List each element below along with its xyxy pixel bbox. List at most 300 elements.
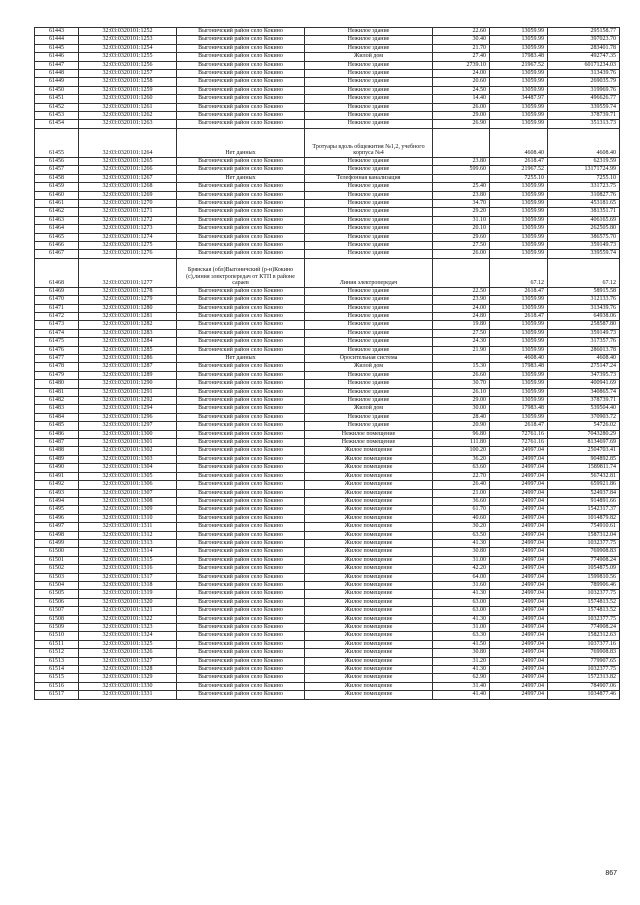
address-cell: Выгоничский район село Кокино	[177, 120, 305, 128]
cadastral-number-cell: 32:03:0320101:1264	[79, 128, 177, 157]
row-number-cell: 61462	[35, 208, 79, 216]
cadastral-value-cell: 262505.80	[548, 225, 620, 233]
cadastral-number-cell: 32:03:0320101:1308	[79, 497, 177, 505]
table-row	[35, 523, 620, 531]
table-row	[35, 565, 620, 573]
cadastral-number-cell: 32:03:0320101:1303	[79, 455, 177, 463]
row-number-cell: 61452	[35, 103, 79, 111]
table-row	[35, 615, 620, 623]
object-type-cell: Жилое помещение	[305, 657, 433, 665]
address-cell: Выгоничский район село Кокино	[177, 103, 305, 111]
cadastral-number-cell: 32:03:0320101:1324	[79, 632, 177, 640]
unit-value-cell: 24997.04	[490, 573, 548, 581]
cadastral-value-cell: 331723.75	[548, 183, 620, 191]
row-number-cell: 61515	[35, 674, 79, 682]
cadastral-value-cell: 774908.24	[548, 556, 620, 564]
cadastral-value-cell: 64938.06	[548, 312, 620, 320]
cadastral-value-cell: 492747.35	[548, 53, 620, 61]
cadastral-value-cell: 1032377.75	[548, 666, 620, 674]
cadastral-value-cell: 1599810.56	[548, 573, 620, 581]
table-row	[35, 691, 620, 699]
object-type-cell: Нежилое здание	[305, 233, 433, 241]
cadastral-number-cell: 32:03:0320101:1331	[79, 691, 177, 699]
address-cell: Выгоничский район село Кокино	[177, 464, 305, 472]
unit-value-cell: 24997.04	[490, 624, 548, 632]
area-cell: 27.40	[433, 53, 490, 61]
cadastral-value-cell: 1032377.75	[548, 615, 620, 623]
table-row	[35, 472, 620, 480]
cadastral-number-cell: 32:03:0320101:1255	[79, 53, 177, 61]
row-number-cell: 61446	[35, 53, 79, 61]
area-cell: 63.60	[433, 464, 490, 472]
object-type-cell: Жилое помещение	[305, 573, 433, 581]
table-row	[35, 506, 620, 514]
address-cell: Выгоничский район село Кокино	[177, 216, 305, 224]
unit-value-cell: 24997.04	[490, 581, 548, 589]
address-cell: Выгоничский район село Кокино	[177, 157, 305, 165]
table-row	[35, 464, 620, 472]
unit-value-cell: 13059.99	[490, 112, 548, 120]
object-type-cell: Нежилое здание	[305, 329, 433, 337]
table-row	[35, 666, 620, 674]
area-cell: 63.00	[433, 607, 490, 615]
area-cell: 41.30	[433, 539, 490, 547]
object-type-cell: Нежилое здание	[305, 70, 433, 78]
cadastral-value-cell: 54726.02	[548, 422, 620, 430]
address-cell: Выгоничский район село Кокино	[177, 590, 305, 598]
area-cell: 24.50	[433, 86, 490, 94]
object-type-cell: Нежилое помещение	[305, 430, 433, 438]
address-cell: Выгоничский район село Кокино	[177, 422, 305, 430]
cadastral-number-cell: 32:03:0320101:1306	[79, 481, 177, 489]
unit-value-cell: 13059.99	[490, 338, 548, 346]
table-row	[35, 312, 620, 320]
area-cell: 2739.10	[433, 61, 490, 69]
address-cell: Выгоничский район село Кокино	[177, 112, 305, 120]
row-number-cell: 61447	[35, 61, 79, 69]
table-row	[35, 321, 620, 329]
address-cell: Выгоничский район село Кокино	[177, 489, 305, 497]
cadastral-value-cell: 789906.46	[548, 581, 620, 589]
address-cell: Выгоничский район село Кокино	[177, 632, 305, 640]
object-type-cell: Нежилое здание	[305, 199, 433, 207]
table-row	[35, 208, 620, 216]
area-cell	[433, 258, 490, 287]
cadastral-number-cell: 32:03:0320101:1289	[79, 371, 177, 379]
object-type-cell: Нежилое здание	[305, 95, 433, 103]
table-row	[35, 338, 620, 346]
cadastral-number-cell: 32:03:0320101:1272	[79, 216, 177, 224]
unit-value-cell: 13059.99	[490, 296, 548, 304]
row-number-cell: 61454	[35, 120, 79, 128]
cadastral-value-cell: 286013.78	[548, 346, 620, 354]
cadastral-number-cell: 32:03:0320101:1263	[79, 120, 177, 128]
row-number-cell: 61510	[35, 632, 79, 640]
table-row	[35, 422, 620, 430]
object-type-cell: Нежилое здание	[305, 28, 433, 36]
cadastral-number-cell: 32:03:0320101:1314	[79, 548, 177, 556]
address-cell: Нет данных	[177, 174, 305, 182]
table-row	[35, 548, 620, 556]
address-cell: Выгоничский район село Кокино	[177, 287, 305, 295]
cadastral-number-cell: 32:03:0320101:1294	[79, 405, 177, 413]
object-type-cell: Нежилое здание	[305, 296, 433, 304]
table-row	[35, 53, 620, 61]
unit-value-cell: 2618.47	[490, 287, 548, 295]
cadastral-value-cell: 754910.61	[548, 523, 620, 531]
object-type-cell: Жилое помещение	[305, 464, 433, 472]
unit-value-cell: 13059.99	[490, 216, 548, 224]
address-cell: Выгоничский район село Кокино	[177, 241, 305, 249]
row-number-cell: 61477	[35, 355, 79, 363]
object-type-cell: Жилое помещение	[305, 615, 433, 623]
row-number-cell: 61451	[35, 95, 79, 103]
area-cell: 24.00	[433, 70, 490, 78]
object-type-cell: Нежилое здание	[305, 338, 433, 346]
area-cell: 61.70	[433, 506, 490, 514]
address-cell: Выгоничский район село Кокино	[177, 380, 305, 388]
unit-value-cell: 13059.99	[490, 397, 548, 405]
table-row	[35, 216, 620, 224]
object-type-cell: Нежилое здание	[305, 371, 433, 379]
object-type-cell: Нежилое здание	[305, 250, 433, 258]
cadastral-value-cell: 400941.69	[548, 380, 620, 388]
cadastral-value-cell: 310827.76	[548, 191, 620, 199]
table-row	[35, 624, 620, 632]
cadastral-number-cell: 32:03:0320101:1326	[79, 649, 177, 657]
address-cell: Выгоничский район село Кокино	[177, 53, 305, 61]
table-row	[35, 531, 620, 539]
object-type-cell: Жилой дом	[305, 363, 433, 371]
table-row	[35, 183, 620, 191]
cadastral-number-cell: 32:03:0320101:1307	[79, 489, 177, 497]
row-number-cell: 61490	[35, 464, 79, 472]
unit-value-cell: 24997.04	[490, 682, 548, 690]
area-cell: 100.20	[433, 447, 490, 455]
area-cell: 26.40	[433, 481, 490, 489]
table-row	[35, 166, 620, 174]
unit-value-cell: 13059.99	[490, 103, 548, 111]
address-cell: Выгоничский район село Кокино	[177, 296, 305, 304]
unit-value-cell: 24997.04	[490, 556, 548, 564]
cadastral-value-cell: 319969.76	[548, 86, 620, 94]
table-row	[35, 225, 620, 233]
address-cell: Выгоничский район село Кокино	[177, 615, 305, 623]
row-number-cell: 61450	[35, 86, 79, 94]
table-row	[35, 103, 620, 111]
table-row	[35, 329, 620, 337]
cadastral-value-cell: 339559.74	[548, 250, 620, 258]
row-number-cell: 61499	[35, 539, 79, 547]
cadastral-value-cell: 67.12	[548, 258, 620, 287]
row-number-cell: 61443	[35, 28, 79, 36]
address-cell: Выгоничский район село Кокино	[177, 95, 305, 103]
row-number-cell: 61483	[35, 405, 79, 413]
area-cell: 31.40	[433, 682, 490, 690]
area-cell: 22.70	[433, 472, 490, 480]
address-cell: Выгоничский район село Кокино	[177, 183, 305, 191]
table-row	[35, 86, 620, 94]
unit-value-cell: 4608.40	[490, 128, 548, 157]
object-type-cell: Жилое помещение	[305, 447, 433, 455]
table-row	[35, 405, 620, 413]
unit-value-cell: 24997.04	[490, 523, 548, 531]
table-row	[35, 430, 620, 438]
table-body	[35, 28, 620, 700]
object-type-cell: Жилое помещение	[305, 674, 433, 682]
table-row	[35, 556, 620, 564]
area-cell: 41.30	[433, 615, 490, 623]
table-row	[35, 539, 620, 547]
cadastral-number-cell: 32:03:0320101:1319	[79, 590, 177, 598]
cadastral-number-cell: 32:03:0320101:1287	[79, 363, 177, 371]
cadastral-number-cell: 32:03:0320101:1257	[79, 70, 177, 78]
row-number-cell: 61505	[35, 590, 79, 598]
area-cell: 29.00	[433, 397, 490, 405]
object-type-cell: Нежилое здание	[305, 86, 433, 94]
cadastral-value-cell: 1582312.63	[548, 632, 620, 640]
cadastral-value-cell: 7255.10	[548, 174, 620, 182]
address-cell: Выгоничский район село Кокино	[177, 70, 305, 78]
cadastral-number-cell: 32:03:0320101:1297	[79, 422, 177, 430]
object-type-cell: Жилое помещение	[305, 548, 433, 556]
unit-value-cell: 2618.47	[490, 157, 548, 165]
cadastral-value-cell: 378739.71	[548, 397, 620, 405]
cadastral-value-cell: 378739.71	[548, 112, 620, 120]
area-cell: 30.20	[433, 523, 490, 531]
row-number-cell: 61500	[35, 548, 79, 556]
object-type-cell: Жилое помещение	[305, 598, 433, 606]
object-type-cell: Нежилое здание	[305, 191, 433, 199]
cadastral-number-cell: 32:03:0320101:1252	[79, 28, 177, 36]
unit-value-cell: 17983.48	[490, 405, 548, 413]
table-row	[35, 363, 620, 371]
cadastral-number-cell: 32:03:0320101:1305	[79, 472, 177, 480]
area-cell: 31.00	[433, 556, 490, 564]
table-row	[35, 346, 620, 354]
cadastral-table	[34, 27, 620, 700]
address-cell: Выгоничский район село Кокино	[177, 250, 305, 258]
cadastral-value-cell: 1032377.75	[548, 590, 620, 598]
table-row	[35, 397, 620, 405]
object-type-cell: Жилое помещение	[305, 514, 433, 522]
row-number-cell: 61493	[35, 489, 79, 497]
unit-value-cell: 24997.04	[490, 666, 548, 674]
address-cell: Нет данных	[177, 128, 305, 157]
area-cell: 30.00	[433, 405, 490, 413]
unit-value-cell: 2618.47	[490, 312, 548, 320]
unit-value-cell: 13059.99	[490, 70, 548, 78]
object-type-cell: Линия электропередач	[305, 258, 433, 287]
cadastral-number-cell: 32:03:0320101:1302	[79, 447, 177, 455]
table-row	[35, 95, 620, 103]
address-cell: Выгоничский район село Кокино	[177, 397, 305, 405]
unit-value-cell: 24997.04	[490, 464, 548, 472]
row-number-cell: 61468	[35, 258, 79, 287]
table-row	[35, 304, 620, 312]
address-cell: Выгоничский район село Кокино	[177, 447, 305, 455]
cadastral-number-cell: 32:03:0320101:1304	[79, 464, 177, 472]
cadastral-value-cell: 779907.65	[548, 657, 620, 665]
object-type-cell: Оросительная система	[305, 355, 433, 363]
area-cell: 23.90	[433, 296, 490, 304]
row-number-cell: 61466	[35, 241, 79, 249]
row-number-cell: 61459	[35, 183, 79, 191]
row-number-cell: 61455	[35, 128, 79, 157]
cadastral-number-cell: 32:03:0320101:1312	[79, 531, 177, 539]
area-cell: 63.50	[433, 531, 490, 539]
page-number: 867	[605, 870, 617, 877]
cadastral-number-cell: 32:03:0320101:1301	[79, 439, 177, 447]
unit-value-cell: 13059.99	[490, 36, 548, 44]
row-number-cell: 61516	[35, 682, 79, 690]
area-cell	[433, 174, 490, 182]
area-cell: 24.30	[433, 338, 490, 346]
cadastral-value-cell: 258587.80	[548, 321, 620, 329]
area-cell: 31.00	[433, 624, 490, 632]
cadastral-value-cell: 904892.85	[548, 455, 620, 463]
area-cell: 31.60	[433, 581, 490, 589]
area-cell: 64.00	[433, 573, 490, 581]
cadastral-number-cell: 32:03:0320101:1271	[79, 208, 177, 216]
area-cell: 41.50	[433, 640, 490, 648]
cadastral-value-cell: 406165.69	[548, 216, 620, 224]
cadastral-value-cell: 1032377.75	[548, 539, 620, 547]
table-row	[35, 632, 620, 640]
address-cell: Выгоничский район село Кокино	[177, 624, 305, 632]
row-number-cell: 61487	[35, 439, 79, 447]
cadastral-number-cell: 32:03:0320101:1313	[79, 539, 177, 547]
object-type-cell: Нежилое здание	[305, 208, 433, 216]
table-row	[35, 241, 620, 249]
cadastral-number-cell: 32:03:0320101:1300	[79, 430, 177, 438]
table-row	[35, 258, 620, 287]
cadastral-value-cell: 269035.79	[548, 78, 620, 86]
table-row	[35, 296, 620, 304]
cadastral-number-cell: 32:03:0320101:1253	[79, 36, 177, 44]
object-type-cell: Нежилое здание	[305, 61, 433, 69]
address-cell: Выгоничский район село Кокино	[177, 506, 305, 514]
object-type-cell: Нежилое здание	[305, 120, 433, 128]
unit-value-cell: 21967.52	[490, 61, 548, 69]
area-cell: 21.90	[433, 346, 490, 354]
table-row	[35, 489, 620, 497]
area-cell: 40.60	[433, 514, 490, 522]
area-cell: 42.20	[433, 565, 490, 573]
unit-value-cell: 34487.97	[490, 95, 548, 103]
address-cell: Выгоничский район село Кокино	[177, 666, 305, 674]
area-cell: 26.00	[433, 250, 490, 258]
cadastral-number-cell: 32:03:0320101:1280	[79, 304, 177, 312]
unit-value-cell: 13059.99	[490, 78, 548, 86]
address-cell: Выгоничский район село Кокино	[177, 649, 305, 657]
unit-value-cell: 24997.04	[490, 674, 548, 682]
table-row	[35, 388, 620, 396]
area-cell: 28.40	[433, 413, 490, 421]
cadastral-number-cell: 32:03:0320101:1315	[79, 556, 177, 564]
unit-value-cell: 24997.04	[490, 615, 548, 623]
cadastral-number-cell: 32:03:0320101:1270	[79, 199, 177, 207]
unit-value-cell: 24997.04	[490, 590, 548, 598]
object-type-cell: Нежилое здание	[305, 287, 433, 295]
object-type-cell: Нежилое здание	[305, 78, 433, 86]
cadastral-number-cell: 32:03:0320101:1256	[79, 61, 177, 69]
table-row	[35, 28, 620, 36]
cadastral-value-cell: 313439.76	[548, 70, 620, 78]
area-cell: 15.30	[433, 363, 490, 371]
unit-value-cell: 13059.99	[490, 304, 548, 312]
area-cell	[433, 128, 490, 157]
unit-value-cell: 24997.04	[490, 514, 548, 522]
cadastral-number-cell: 32:03:0320101:1285	[79, 346, 177, 354]
row-number-cell: 61512	[35, 649, 79, 657]
row-number-cell: 61496	[35, 514, 79, 522]
cadastral-number-cell: 32:03:0320101:1286	[79, 355, 177, 363]
cadastral-number-cell: 32:03:0320101:1278	[79, 287, 177, 295]
area-cell: 20.60	[433, 78, 490, 86]
address-cell: Выгоничский район село Кокино	[177, 565, 305, 573]
row-number-cell: 61467	[35, 250, 79, 258]
row-number-cell: 61471	[35, 304, 79, 312]
address-cell: Выгоничский район село Кокино	[177, 304, 305, 312]
address-cell: Выгоничский район село Кокино	[177, 28, 305, 36]
unit-value-cell: 13059.99	[490, 183, 548, 191]
cadastral-number-cell: 32:03:0320101:1283	[79, 329, 177, 337]
row-number-cell: 61506	[35, 598, 79, 606]
object-type-cell: Нежилое здание	[305, 380, 433, 388]
cadastral-number-cell: 32:03:0320101:1268	[79, 183, 177, 191]
unit-value-cell: 24997.04	[490, 506, 548, 514]
cadastral-value-cell: 914891.66	[548, 497, 620, 505]
unit-value-cell: 24997.04	[490, 565, 548, 573]
area-cell: 21.70	[433, 44, 490, 52]
object-type-cell: Жилое помещение	[305, 607, 433, 615]
cadastral-number-cell: 32:03:0320101:1330	[79, 682, 177, 690]
cadastral-value-cell: 496626.77	[548, 95, 620, 103]
address-cell: Выгоничский район село Кокино	[177, 682, 305, 690]
cadastral-number-cell: 32:03:0320101:1317	[79, 573, 177, 581]
row-number-cell: 61484	[35, 413, 79, 421]
object-type-cell: Тротуары вдоль общежития №1,2, учебного корпуса №4	[305, 128, 433, 157]
row-number-cell: 61476	[35, 346, 79, 354]
address-cell: Выгоничский район село Кокино	[177, 346, 305, 354]
unit-value-cell: 13059.99	[490, 120, 548, 128]
cadastral-value-cell: 8134697.69	[548, 439, 620, 447]
cadastral-value-cell: 295158.77	[548, 28, 620, 36]
cadastral-number-cell: 32:03:0320101:1323	[79, 624, 177, 632]
unit-value-cell: 67.12	[490, 258, 548, 287]
cadastral-number-cell: 32:03:0320101:1275	[79, 241, 177, 249]
address-cell: Выгоничский район село Кокино	[177, 329, 305, 337]
table-row	[35, 380, 620, 388]
area-cell: 599.60	[433, 166, 490, 174]
row-number-cell: 61479	[35, 371, 79, 379]
row-number-cell: 61488	[35, 447, 79, 455]
object-type-cell: Жилой дом	[305, 405, 433, 413]
table-row	[35, 455, 620, 463]
cadastral-number-cell: 32:03:0320101:1282	[79, 321, 177, 329]
table-row	[35, 78, 620, 86]
address-cell: Выгоничский район село Кокино	[177, 607, 305, 615]
unit-value-cell: 72761.16	[490, 439, 548, 447]
address-cell: Выгоничский район село Кокино	[177, 371, 305, 379]
row-number-cell: 61482	[35, 397, 79, 405]
cadastral-value-cell: 1574813.52	[548, 607, 620, 615]
row-number-cell: 61461	[35, 199, 79, 207]
cadastral-value-cell: 7043280.29	[548, 430, 620, 438]
unit-value-cell: 13059.99	[490, 388, 548, 396]
cadastral-value-cell: 1014879.82	[548, 514, 620, 522]
